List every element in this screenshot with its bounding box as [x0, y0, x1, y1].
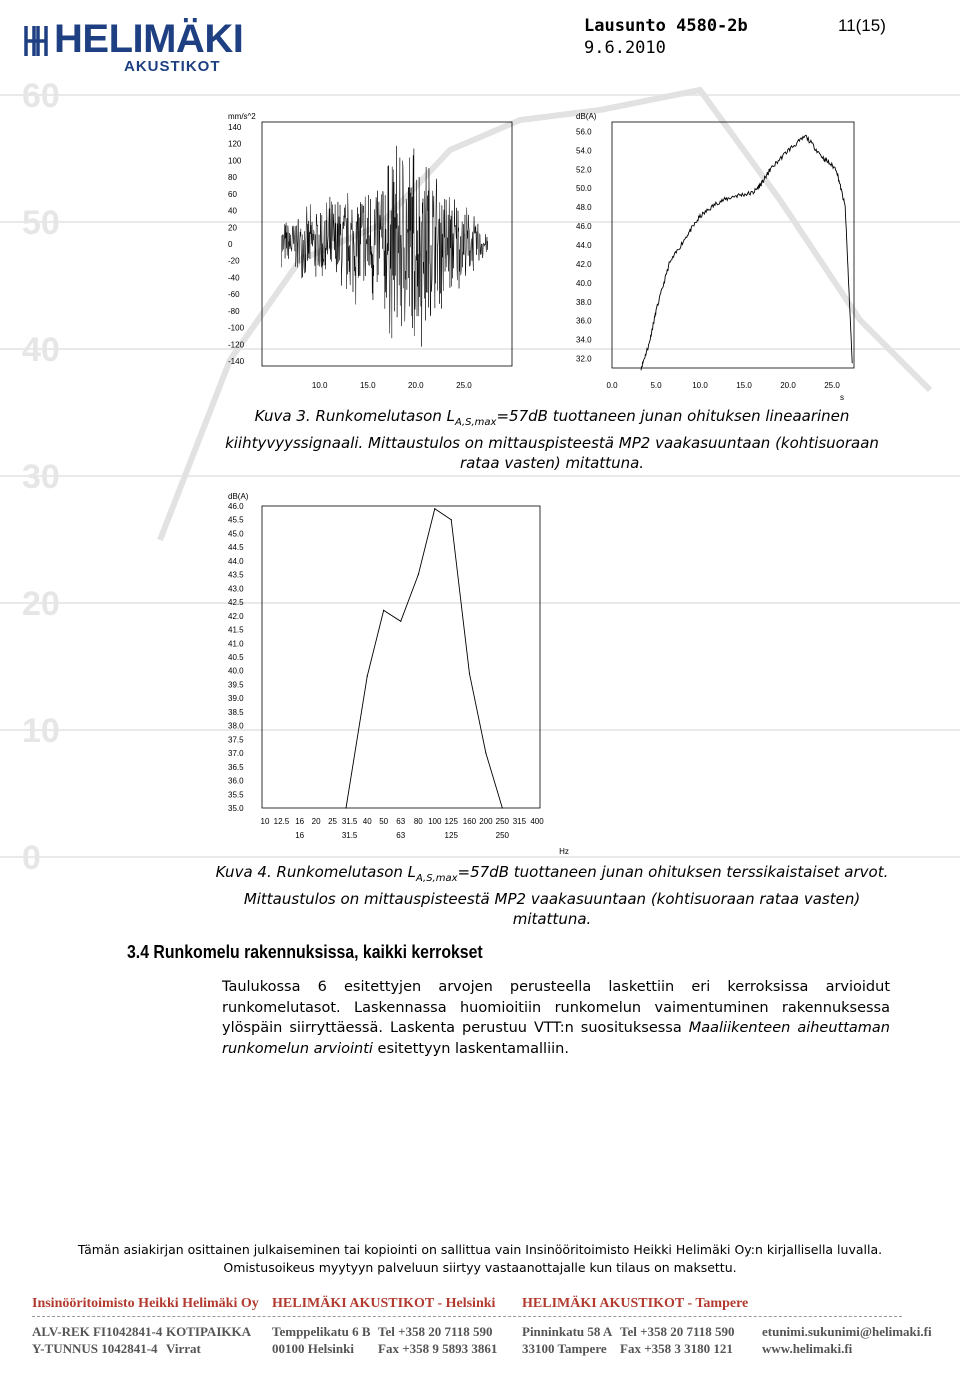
accel-y-tick: 80: [228, 173, 237, 183]
level-y-tick: 50.0: [576, 184, 592, 194]
third-octave-chart: [220, 498, 580, 860]
level-series-line: [641, 135, 852, 370]
band-chart-ylabel: dB(A): [228, 492, 249, 501]
level-y-tick: 54.0: [576, 146, 592, 156]
watermark-tick: 40: [22, 331, 60, 369]
band-x-tick: 31.5: [341, 817, 358, 826]
band-data-point: [345, 807, 346, 808]
band-x-tick: 50: [379, 817, 389, 826]
band-y-tick: 41.5: [228, 625, 244, 635]
band-x-tick: 63: [396, 817, 406, 826]
level-y-tick: 46.0: [576, 222, 592, 232]
level-y-tick: 48.0: [576, 203, 592, 213]
band-y-tick: 35.0: [228, 804, 244, 813]
level-y-tick: 56.0: [576, 127, 592, 137]
band-x-tick: 125: [444, 817, 458, 826]
level-x-tick: 25.0: [824, 381, 840, 390]
level-y-tick: 36.0: [576, 316, 592, 326]
accel-y-tick: 140: [228, 123, 242, 132]
band-y-tick: 35.5: [228, 790, 244, 800]
band-x-tick: 200: [479, 817, 493, 826]
band-x-tick: 400: [530, 817, 544, 826]
footer-tre-zip: 33100 Tampere: [522, 1341, 607, 1356]
band-y-tick: 36.0: [228, 776, 244, 786]
footer-hki-street: Temppelikatu 6 B: [272, 1324, 371, 1339]
band-x-tick: 250: [495, 817, 510, 826]
section-heading: 3.4 Runkomelu rakennuksissa, kaikki kerrokset: [127, 942, 483, 962]
logo-subtext: AKUSTIKOT: [124, 58, 221, 75]
band-y-tick: 45.0: [228, 529, 244, 539]
level-x-tick: 20.0: [780, 381, 796, 390]
band-x-tick: 12.5: [273, 817, 290, 826]
band-y-tick: 40.5: [228, 653, 244, 662]
accel-unit-label: mm/s^2: [228, 112, 256, 121]
band-y-tick: 46.0: [228, 502, 244, 511]
accel-y-tick: 60: [228, 189, 237, 199]
accel-y-tick: -20: [228, 256, 240, 266]
band-y-tick: 37.5: [228, 735, 244, 745]
band-x-tick: 100: [428, 817, 442, 826]
band-y-tick: 42.5: [228, 598, 244, 608]
footer-hki-zip: 00100 Helsinki: [272, 1341, 354, 1356]
band-x-tick: 25: [328, 817, 338, 826]
level-unit-label: dB(A): [576, 112, 597, 121]
footer-web[interactable]: www.helimaki.fi: [762, 1341, 853, 1356]
logo-mark-icon: [22, 22, 50, 60]
accel-y-tick: 100: [228, 156, 242, 166]
band-x-tick: 20: [311, 817, 321, 826]
footer-tre-street: Pinninkatu 58 A: [522, 1324, 613, 1339]
footer-tre-tel: Tel +358 20 7118 590: [620, 1324, 735, 1339]
accel-y-tick: -40: [228, 273, 240, 283]
band-y-tick: 44.0: [228, 556, 244, 566]
level-y-tick: 40.0: [576, 278, 592, 288]
band-data-point: [434, 508, 435, 509]
footer-company-main: Insinööritoimisto Heikki Helimäki Oy: [32, 1296, 259, 1311]
accel-y-tick: -140: [228, 357, 245, 366]
band-y-tick: 41.0: [228, 639, 244, 649]
company-logo: [22, 17, 244, 76]
band-x-tick-octave: 16: [295, 831, 305, 840]
copyright-notice: Tämän asiakirjan osittainen julkaiseminen tai kopiointi on sallittua vain Insinööritoimisto Heikki Helimäki Oy:n kirjallisella luvalla. Omistusoikeus myytyyn palveluun siirtyy vastaanottajalle kun tilaus on maksettu.: [77, 1242, 883, 1275]
band-x-tick: 80: [413, 817, 423, 826]
accel-y-tick: -80: [228, 306, 240, 316]
footer-divider: [32, 1316, 902, 1317]
watermark-tick: 10: [22, 712, 60, 750]
logo-text: HELIMÄKI: [54, 17, 244, 61]
accel-y-tick: 40: [228, 206, 237, 216]
section-paragraph: Taulukossa 6 esitettyjen arvojen perusteella laskettiin eri kerroksissa arvioidut runkomelutasot. Laskennassa huomioitiin runkomelun vaimentuminen rakennuksessa ylöspäin siirryttäessä. Laskenta perustuu VTT:n suosituksessa Maaliikenteen aiheuttaman runkomelun arviointi esitettyyn laskentamalliin.: [222, 979, 890, 1057]
accel-x-tick: 25.0: [456, 381, 472, 390]
band-y-tick: 42.0: [228, 611, 244, 621]
band-data-point: [383, 610, 384, 611]
level-y-tick: 32.0: [576, 354, 592, 364]
band-x-tick: 16: [295, 817, 305, 826]
footer-email[interactable]: etunimi.sukunimi@helimaki.fi: [762, 1324, 932, 1339]
footer-company-helsinki: HELIMÄKI AKUSTIKOT - Helsinki: [272, 1296, 496, 1311]
level-x-unit: s: [840, 393, 844, 402]
watermark-tick: 60: [22, 77, 60, 115]
watermark-tick: 50: [22, 204, 60, 242]
level-time-chart: [570, 118, 870, 408]
accel-y-tick: 20: [228, 223, 237, 233]
accel-y-tick: 120: [228, 139, 242, 149]
band-data-point: [400, 621, 401, 622]
level-x-tick: 10.0: [692, 381, 708, 390]
figure4-caption-label: Kuva 4.: [215, 863, 272, 881]
level-x-tick: 15.0: [736, 381, 752, 390]
footer-city: Virrat: [166, 1341, 201, 1356]
band-x-tick-octave: 125: [444, 831, 458, 840]
band-y-tick: 39.5: [228, 680, 244, 690]
figure3-caption: Kuva 3. Runkomelutason $L_{A,S,max}=57dB$ tuottaneen junan ohituksen lineaarinen kiihtyvyyssignaali. Mittaustulos on mittauspisteestä MP2 vaakasuuntaan (kohtisuoraan rataa vasten) mitattuna.: [225, 407, 879, 472]
band-y-tick: 37.0: [228, 749, 244, 759]
level-plot-frame: [612, 122, 854, 368]
figure4-caption: Kuva 4. Runkomelutason $L_{A,S,max}=57dB$ tuottaneen junan ohituksen terssikaistaiset arvot. Mittaustulos on mittauspisteestä MP2 vaakasuuntaan (kohtisuoraan rataa vasten) mitattuna.: [215, 863, 889, 928]
band-x-tick: 160: [462, 817, 477, 826]
footer-ytunnus: Y-TUNNUS 1042841-4: [32, 1341, 158, 1356]
accel-y-tick: -100: [228, 323, 245, 333]
watermark-tick: 30: [22, 458, 60, 496]
band-x-tick-octave: 31.5: [341, 831, 358, 840]
band-plot-frame: [262, 506, 540, 808]
band-y-tick: 39.0: [228, 694, 244, 704]
band-data-point: [502, 807, 503, 808]
band-y-tick: 38.5: [228, 707, 244, 717]
level-y-tick: 52.0: [576, 165, 592, 175]
watermark-tick: 20: [22, 585, 60, 623]
watermark-labels: [22, 77, 60, 877]
band-x-tick: 40: [362, 817, 372, 826]
level-y-tick: 44.0: [576, 241, 592, 250]
band-y-tick: 44.5: [228, 543, 244, 553]
band-y-tick: 40.0: [228, 666, 244, 676]
footer-hki-fax: Fax +358 9 5893 3861: [378, 1341, 498, 1356]
accel-y-tick: -120: [228, 340, 245, 350]
band-data-point: [418, 574, 419, 575]
band-x-tick: 10: [260, 817, 270, 826]
band-data-point: [367, 676, 368, 677]
band-data-point: [469, 673, 470, 674]
band-x-tick-octave: 250: [495, 831, 510, 840]
level-x-tick: 5.0: [650, 381, 662, 390]
band-x-unit: Hz: [559, 847, 569, 856]
band-y-tick: 43.5: [228, 570, 244, 580]
accel-y-tick: 0: [228, 240, 233, 249]
watermark-tick: 0: [22, 839, 41, 877]
report-id: Lausunto 4580-2b: [584, 16, 748, 36]
accel-x-tick: 20.0: [408, 381, 424, 390]
footer-hki-tel: Tel +358 20 7118 590: [378, 1324, 493, 1339]
acceleration-chart: [220, 118, 520, 408]
report-date: 9.6.2010: [584, 38, 666, 58]
level-x-tick: 0.0: [606, 381, 618, 390]
accel-x-tick: 15.0: [359, 381, 376, 390]
level-y-tick: 38.0: [576, 297, 592, 307]
footer-alv: ALV-REK FI1042841-4: [32, 1324, 163, 1339]
band-data-point: [451, 519, 452, 520]
figure3-caption-label: Kuva 3.: [254, 407, 311, 425]
band-y-tick: 38.0: [228, 721, 244, 731]
band-y-tick: 36.5: [228, 762, 244, 772]
band-series-line: [346, 509, 502, 808]
footer-tre-fax: Fax +358 3 3180 121: [620, 1341, 733, 1356]
band-data-point: [485, 752, 486, 753]
accel-y-tick: -60: [228, 290, 240, 300]
level-y-tick: 42.0: [576, 259, 592, 269]
band-y-tick: 43.0: [228, 584, 244, 594]
accel-x-tick: 10.0: [311, 381, 328, 390]
band-y-tick: 45.5: [228, 515, 244, 525]
level-y-tick: 34.0: [576, 335, 592, 345]
band-x-tick: 315: [512, 817, 527, 826]
accel-signal: [281, 146, 488, 347]
band-x-tick-octave: 63: [396, 831, 406, 840]
page-number: 11(15): [838, 16, 886, 35]
footer-company-tampere: HELIMÄKI AKUSTIKOT - Tampere: [522, 1296, 749, 1311]
footer-city-label: KOTIPAIKKA: [166, 1324, 251, 1339]
